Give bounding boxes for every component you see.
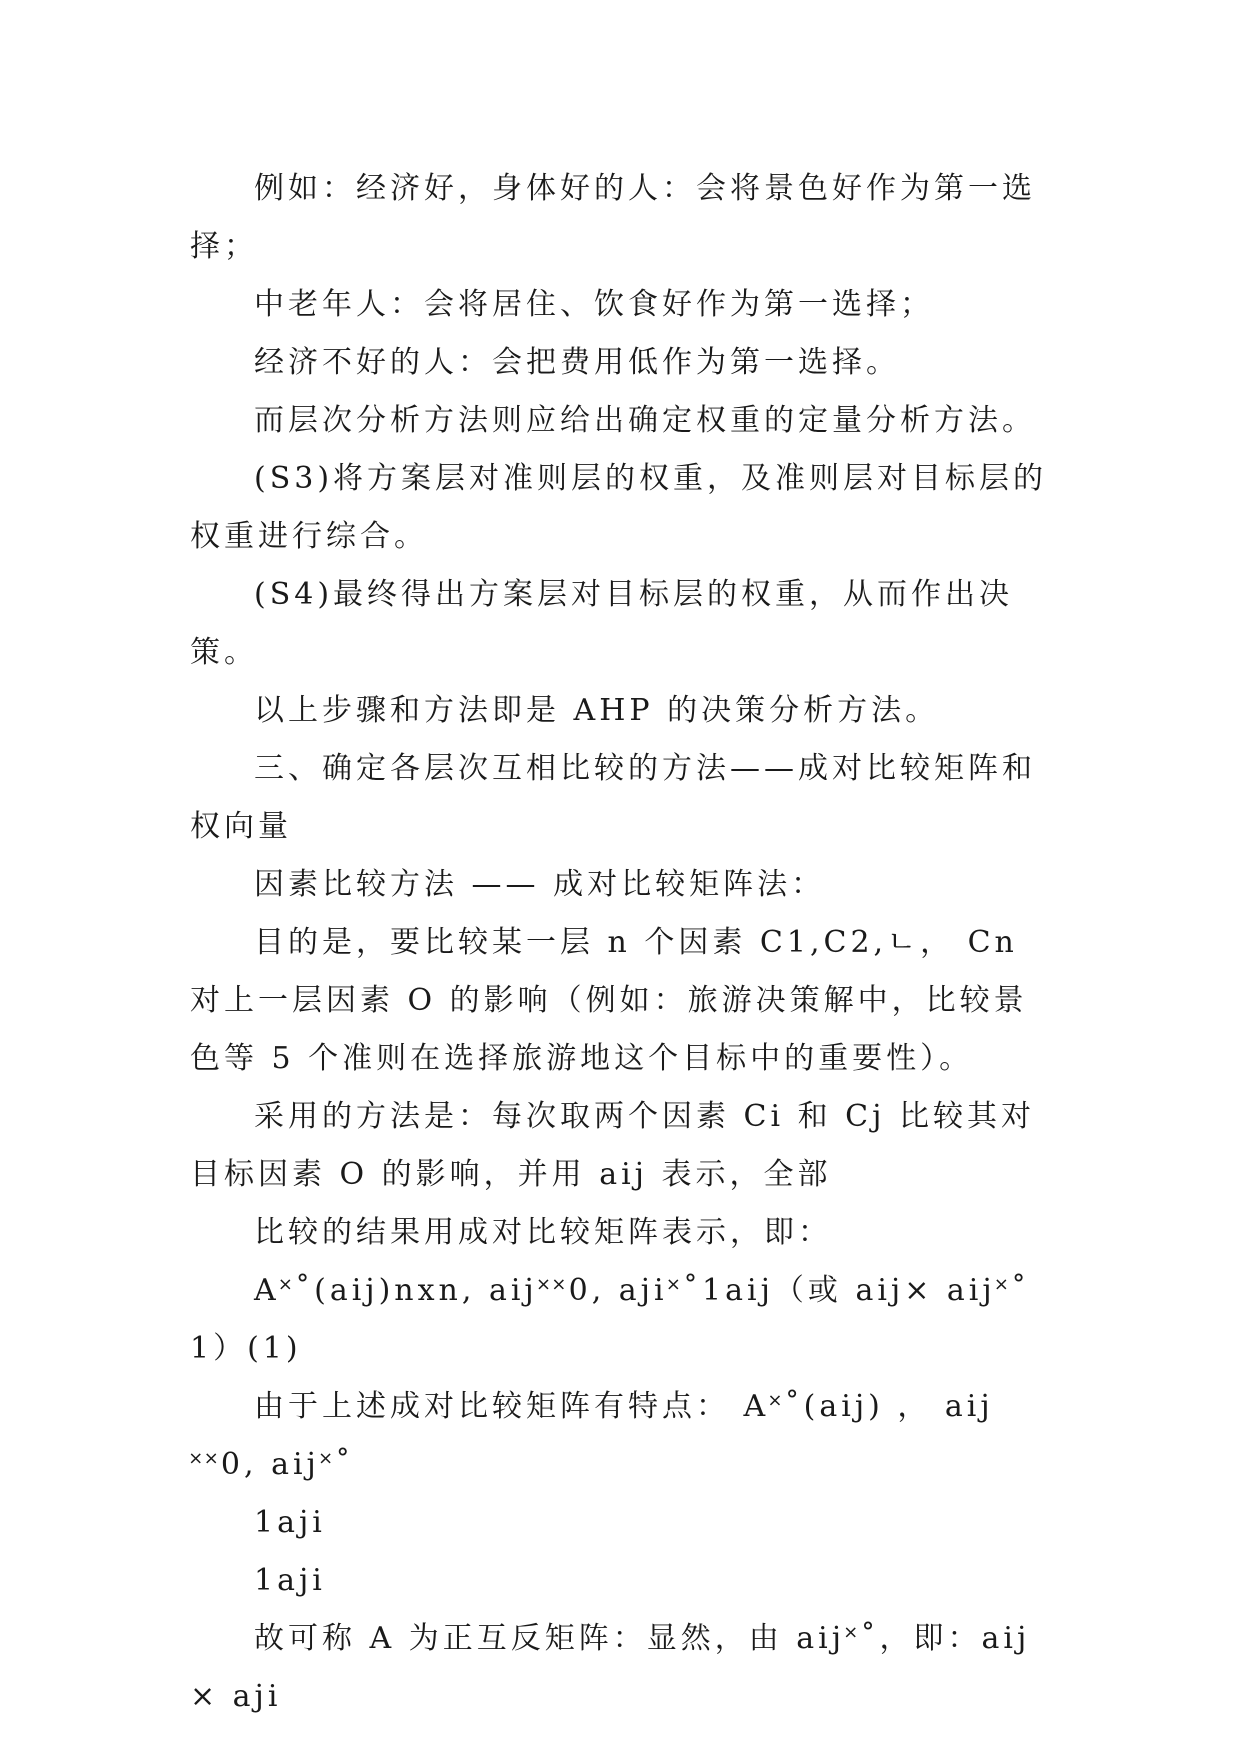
- paragraph-step-s4: (S4)最终得出方案层对目标层的权重，从而作出决策。: [190, 577, 1014, 670]
- paragraph-method-used: 采用的方法是：每次取两个因素 Ci 和 Cj 比较其对目标因素 O 的影响，并用 aij 表示，全部: [190, 1099, 1035, 1192]
- paragraph-ahp-weights: 而层次分析方法则应给出确定权重的定量分析方法。: [254, 403, 1036, 438]
- section-heading-three: 三、确定各层次互相比较的方法——成对比较矩阵和权向量: [190, 751, 1036, 844]
- paragraph-purpose: 目的是，要比较某一层 n 个因素 C1,C2,ㄴ， Cn 对上一层因素 O 的影响（例如：旅游决策解中，比较景色等 5 个准则在选择旅游地这个目标中的重要性）。: [190, 925, 1028, 1076]
- document-page: [190, 160, 1050, 1726]
- formula-fragment-2: 1aji: [254, 1563, 326, 1598]
- paragraph-comparison-method: 因素比较方法 —— 成对比较矩阵法：: [254, 867, 826, 902]
- paragraph-example-lowincome: 经济不好的人：会把费用低作为第一选择。: [254, 345, 900, 380]
- paragraph-example-elderly: 中老年人：会将居住、饮食好作为第一选择；: [254, 287, 934, 322]
- paragraph-ahp-summary: 以上步骤和方法即是 AHP 的决策分析方法。: [254, 693, 940, 728]
- formula-matrix-definition: A˟˚(aij)nxn, aij˟˟0, aji˟˚1aij（或 aij× aij˟˚1）(1): [190, 1273, 1031, 1366]
- paragraph-matrix-property: 由于上述成对比较矩阵有特点： A˟˚(aij) ， aij˟˟0, aij˟˚: [190, 1389, 994, 1482]
- paragraph-step-s3: (S3)将方案层对准则层的权重，及准则层对目标层的权重进行综合。: [190, 461, 1048, 554]
- paragraph-example-wealthy: 例如：经济好，身体好的人：会将景色好作为第一选择；: [190, 171, 1036, 264]
- paragraph-reciprocal-matrix: 故可称 A 为正互反矩阵：显然，由 aij˟˚，即：aij× aji: [190, 1621, 1031, 1714]
- paragraph-matrix-intro: 比较的结果用成对比较矩阵表示，即：: [254, 1215, 832, 1250]
- formula-fragment-1: 1aji: [254, 1505, 326, 1540]
